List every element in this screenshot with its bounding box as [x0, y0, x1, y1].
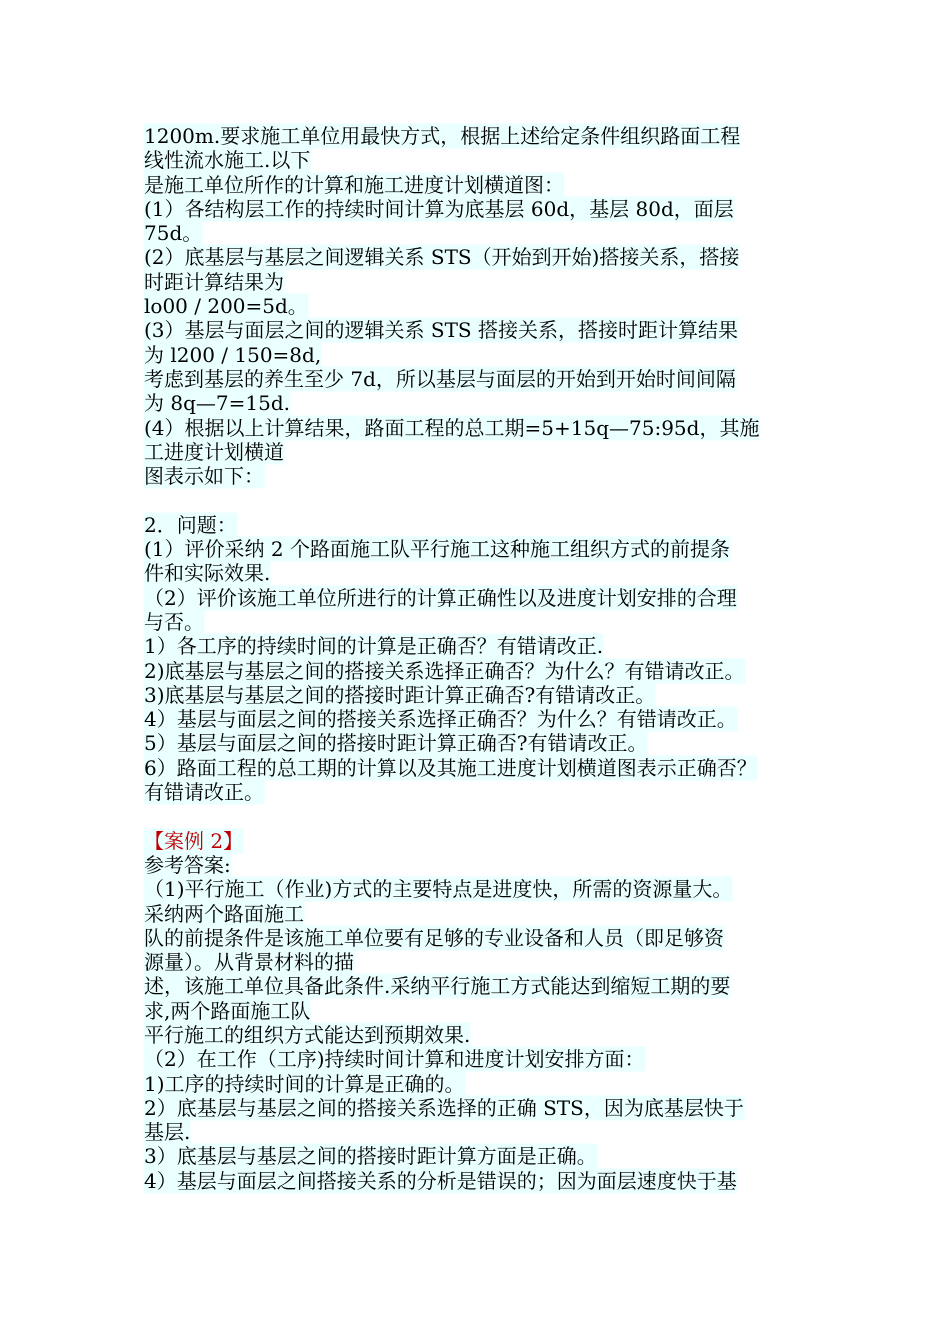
text-line: 求,两个路面施工队 — [144, 998, 311, 1023]
text-line: 2)底基层与基层之间的搭接关系选择正确否？为什么？有错请改正。 — [144, 658, 745, 683]
text-line: 有错请改正。 — [144, 780, 264, 805]
text-line: 2）底基层与基层之间的搭接关系选择的正确 STS，因为底基层快于 — [144, 1095, 744, 1120]
text-line: 基层. — [144, 1120, 191, 1145]
text-line: 4）基层与面层之间的搭接关系选择正确否？为什么？有错请改正。 — [144, 707, 737, 732]
text-line: 考虑到基层的养生至少 7d，所以基层与面层的开始到开始时间间隔 — [144, 366, 736, 391]
text-line: 时距计算结果为 — [144, 269, 284, 294]
text-line: 图表示如下： — [144, 464, 264, 489]
text-line: 源量）。从背景材料的描 — [144, 950, 354, 975]
text-line: 为 8q—7=15d. — [144, 391, 290, 416]
blank-line — [144, 804, 844, 828]
text-line: (1）评价采纳 2 个路面施工队平行施工这种施工组织方式的前提条 — [144, 537, 730, 562]
text-line: 1）各工序的持续时间的计算是正确否？有错请改正. — [144, 634, 604, 659]
text-line: (1）各结构层工作的持续时间计算为底基层 60d，基层 80d，面层 — [144, 196, 734, 221]
text-line: lo00 / 200=5d。 — [144, 294, 308, 319]
text-line: 6）路面工程的总工期的计算以及其施工进度计划横道图表示正确否？ — [144, 755, 757, 780]
text-line: 采纳两个路面施工 — [144, 901, 304, 926]
text-line: 1)工序的持续时间的计算是正确的。 — [144, 1071, 465, 1096]
document-body — [144, 124, 844, 1193]
text-line: 75d。 — [144, 221, 203, 246]
background-calculation-section — [144, 124, 844, 488]
text-line: 平行施工的组织方式能达到预期效果. — [144, 1022, 471, 1047]
text-line: 4）基层与面层之间搭接关系的分析是错误的；因为面层速度快于基 — [144, 1168, 737, 1193]
text-line: 与否。 — [144, 609, 204, 634]
text-line: (3）基层与面层之间的逻辑关系 STS 搭接关系，搭接时距计算结果 — [144, 318, 738, 343]
text-line: （2）在工作（工序)持续时间计算和进度计划安排方面： — [144, 1047, 645, 1072]
text-line: (4）根据以上计算结果，路面工程的总工期=5+15q—75:95d，其施 — [144, 415, 760, 440]
answer-section — [144, 853, 844, 1193]
text-line: 工进度计划横道 — [144, 439, 284, 464]
text-line: 2．问题： — [144, 512, 237, 537]
text-line: 3）底基层与基层之间的搭接时距计算方面是正确。 — [144, 1144, 597, 1169]
text-line: 参考答案: — [144, 852, 231, 877]
text-line: 述，该施工单位具备此条件.采纳平行施工方式能达到缩短工期的要 — [144, 974, 731, 999]
text-line: 是施工单位所作的计算和施工进度计划横道图： — [144, 172, 564, 197]
case-heading: 【案例 2】 — [144, 828, 244, 853]
text-line: 件和实际效果. — [144, 561, 271, 586]
blank-line — [144, 488, 844, 512]
text-line: 为 l200 / 150=8d, — [144, 342, 322, 367]
text-line: （1)平行施工（作业)方式的主要特点是进度快，所需的资源量大。 — [144, 877, 733, 902]
questions-section — [144, 513, 844, 805]
text-line: (2）底基层与基层之间逻辑关系 STS（开始到开始)搭接关系，搭接 — [144, 245, 740, 270]
text-line: 队的前提条件是该施工单位要有足够的专业设备和人员（即足够资 — [144, 925, 724, 950]
text-line: 5）基层与面层之间的搭接时距计算正确否?有错请改正。 — [144, 731, 648, 756]
text-line: （2）评价该施工单位所进行的计算正确性以及进度计划安排的合理 — [144, 585, 737, 610]
text-line: 3)底基层与基层之间的搭接时距计算正确否?有错请改正。 — [144, 682, 656, 707]
text-line: 线性流水施工.以下 — [144, 148, 311, 173]
text-line: 1200m.要求施工单位用最快方式，根据上述给定条件组织路面工程 — [144, 124, 741, 148]
